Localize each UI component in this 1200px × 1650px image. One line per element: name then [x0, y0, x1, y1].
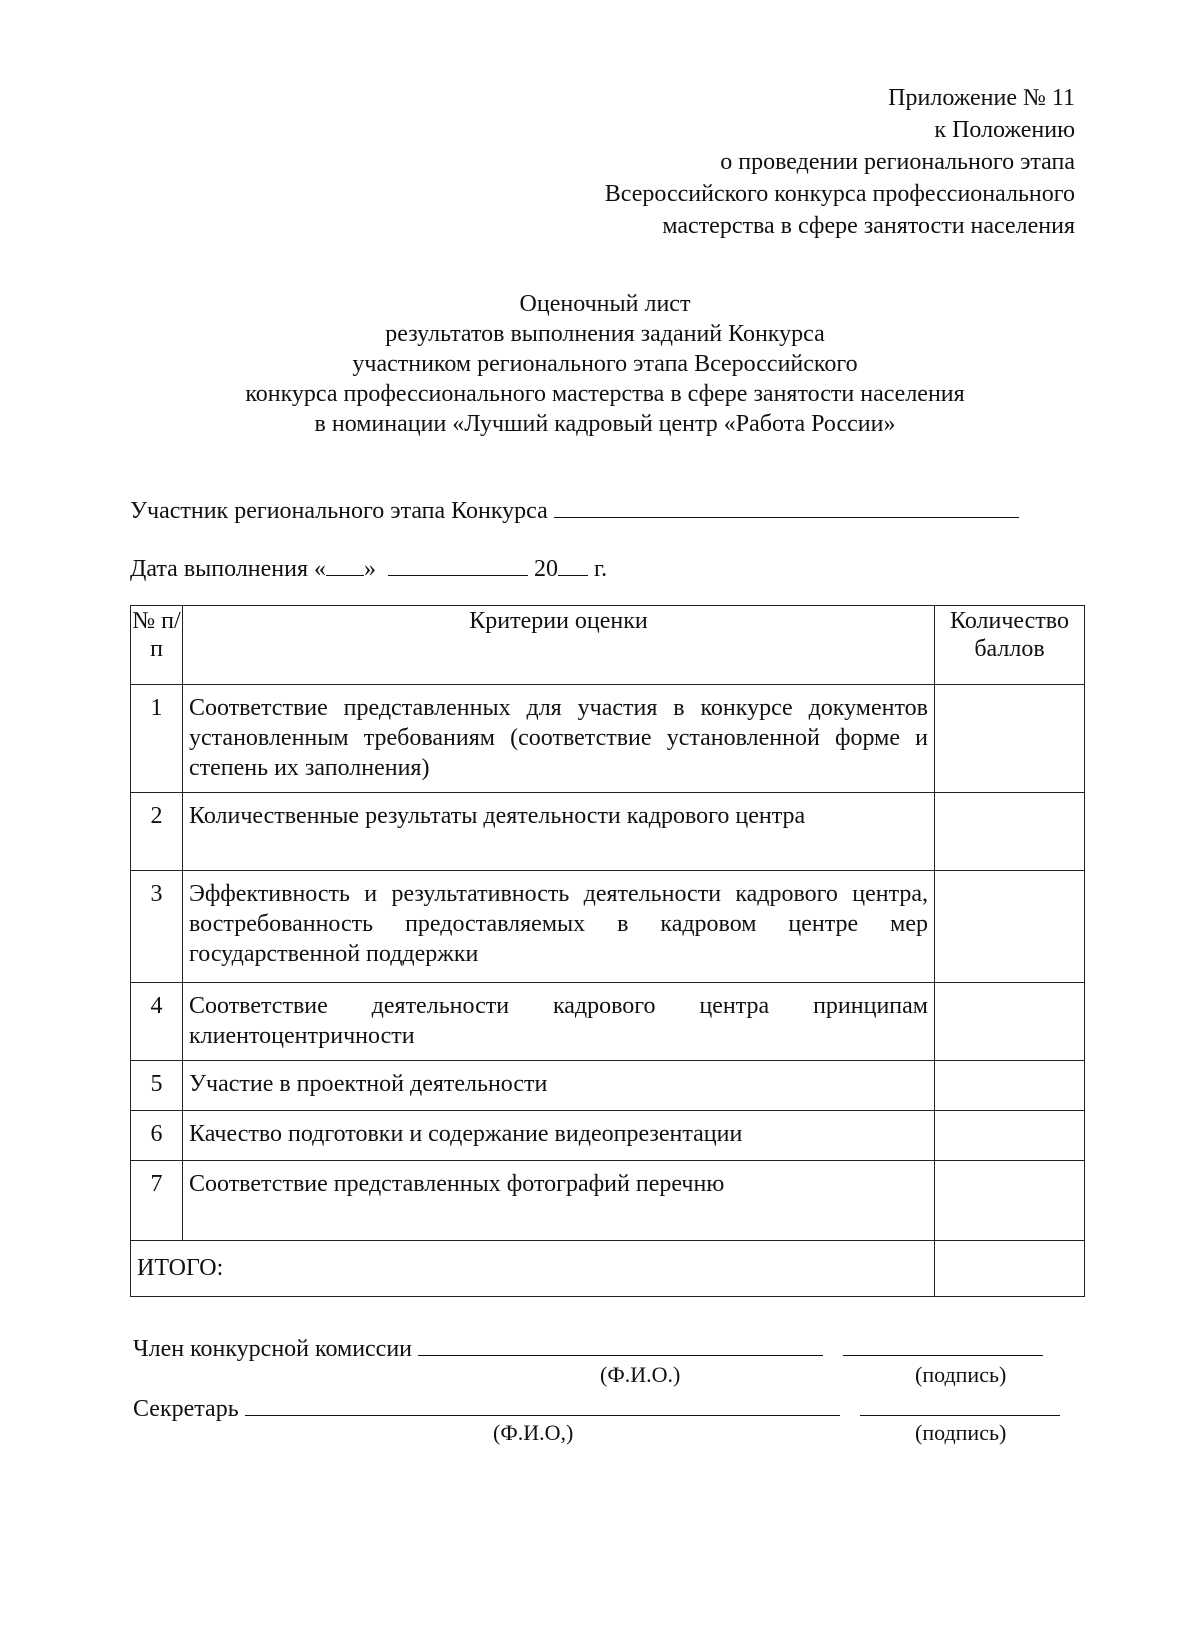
row-num: 2 [131, 793, 183, 871]
header-criteria: Критерии оценки [183, 606, 935, 685]
participant-label: Участник регионального этапа Конкурса [130, 498, 548, 524]
row-num: 3 [131, 871, 183, 983]
title-line: Оценочный лист [519, 291, 691, 317]
row-score-cell[interactable] [935, 793, 1085, 871]
date-year-suffix: г. [594, 556, 608, 582]
row-score-cell[interactable] [935, 1061, 1085, 1111]
title-line: участником регионального этапа Всероссийского [352, 351, 858, 377]
table-row [131, 983, 1085, 1061]
date-month-blank[interactable] [388, 553, 528, 576]
table-row [131, 1111, 1085, 1161]
document-title [170, 289, 1040, 439]
secretary-name-caption: (Ф.И.О,) [493, 1420, 574, 1445]
total-label: ИТОГО: [131, 1241, 935, 1297]
row-num: 7 [131, 1161, 183, 1241]
member-name-blank[interactable] [418, 1333, 823, 1356]
table-row [131, 871, 1085, 983]
date-year-prefix: 20 [534, 556, 559, 582]
header-score: Количество баллов [935, 606, 1085, 685]
row-score-cell[interactable] [935, 1161, 1085, 1241]
title-line: конкурса профессионального мастерства в сфере занятости населения [245, 381, 965, 407]
appendix-line: мастерства в сфере занятости населения [662, 213, 1075, 239]
appendix-line: о проведении регионального этапа [720, 149, 1075, 175]
table-header-row [131, 606, 1085, 685]
member-sign-blank[interactable] [843, 1333, 1043, 1356]
row-criteria: Участие в проектной деятельности [183, 1061, 935, 1111]
table-row [131, 1161, 1085, 1241]
secretary-signature [133, 1393, 1060, 1423]
row-score-cell[interactable] [935, 1111, 1085, 1161]
row-criteria-text: Соответствие деятельности кадрового центра принципам клиентоцентричности [189, 993, 928, 1049]
row-criteria [183, 983, 935, 1061]
title-line: в номинации «Лучший кадровый центр «Работа России» [314, 411, 896, 437]
title-line: результатов выполнения заданий Конкурса [385, 321, 825, 347]
participant-field [130, 495, 1019, 525]
date-day-blank[interactable] [326, 553, 364, 576]
total-score-cell[interactable] [935, 1241, 1085, 1297]
member-sign-caption: (подпись) [915, 1362, 1007, 1387]
participant-blank[interactable] [554, 495, 1019, 518]
member-name-caption: (Ф.И.О.) [600, 1362, 681, 1387]
evaluation-table [130, 605, 1085, 1297]
header-num: № п/п [131, 606, 183, 685]
table-row [131, 1061, 1085, 1111]
row-num: 5 [131, 1061, 183, 1111]
row-criteria: Соответствие представленных для участия в конкурсе документов установленным требованиям (соответствие установленной форме и степень их заполнения) [183, 685, 935, 793]
appendix-line: к Положению [934, 117, 1075, 143]
row-score-cell[interactable] [935, 983, 1085, 1061]
row-num: 4 [131, 983, 183, 1061]
table-row [131, 685, 1085, 793]
date-field [130, 553, 607, 583]
appendix-line: Приложение № 11 [888, 85, 1075, 111]
secretary-sign-caption: (подпись) [915, 1420, 1007, 1445]
row-criteria: Соответствие представленных фотографий перечню [183, 1161, 935, 1241]
secretary-sign-blank[interactable] [860, 1393, 1060, 1416]
appendix-line: Всероссийского конкурса профессионального [604, 181, 1075, 207]
date-quote-close: » [364, 556, 377, 582]
table-total-row [131, 1241, 1085, 1297]
row-criteria: Качество подготовки и содержание видеопрезентации [183, 1111, 935, 1161]
date-year-blank[interactable] [558, 553, 588, 576]
commission-member-signature [133, 1333, 1043, 1363]
row-score-cell[interactable] [935, 685, 1085, 793]
appendix-header [605, 82, 1075, 242]
table-row [131, 793, 1085, 871]
date-label: Дата выполнения « [130, 556, 327, 582]
row-criteria: Количественные результаты деятельности кадрового центра [183, 793, 935, 871]
row-num: 6 [131, 1111, 183, 1161]
secretary-label: Секретарь [133, 1396, 239, 1422]
row-num: 1 [131, 685, 183, 793]
secretary-name-blank[interactable] [245, 1393, 840, 1416]
row-score-cell[interactable] [935, 871, 1085, 983]
row-criteria: Эффективность и результативность деятельности кадрового центра, востребованность предоставляемых в кадровом центре мер государственной поддержки [183, 871, 935, 983]
member-label: Член конкурсной комиссии [133, 1336, 413, 1362]
